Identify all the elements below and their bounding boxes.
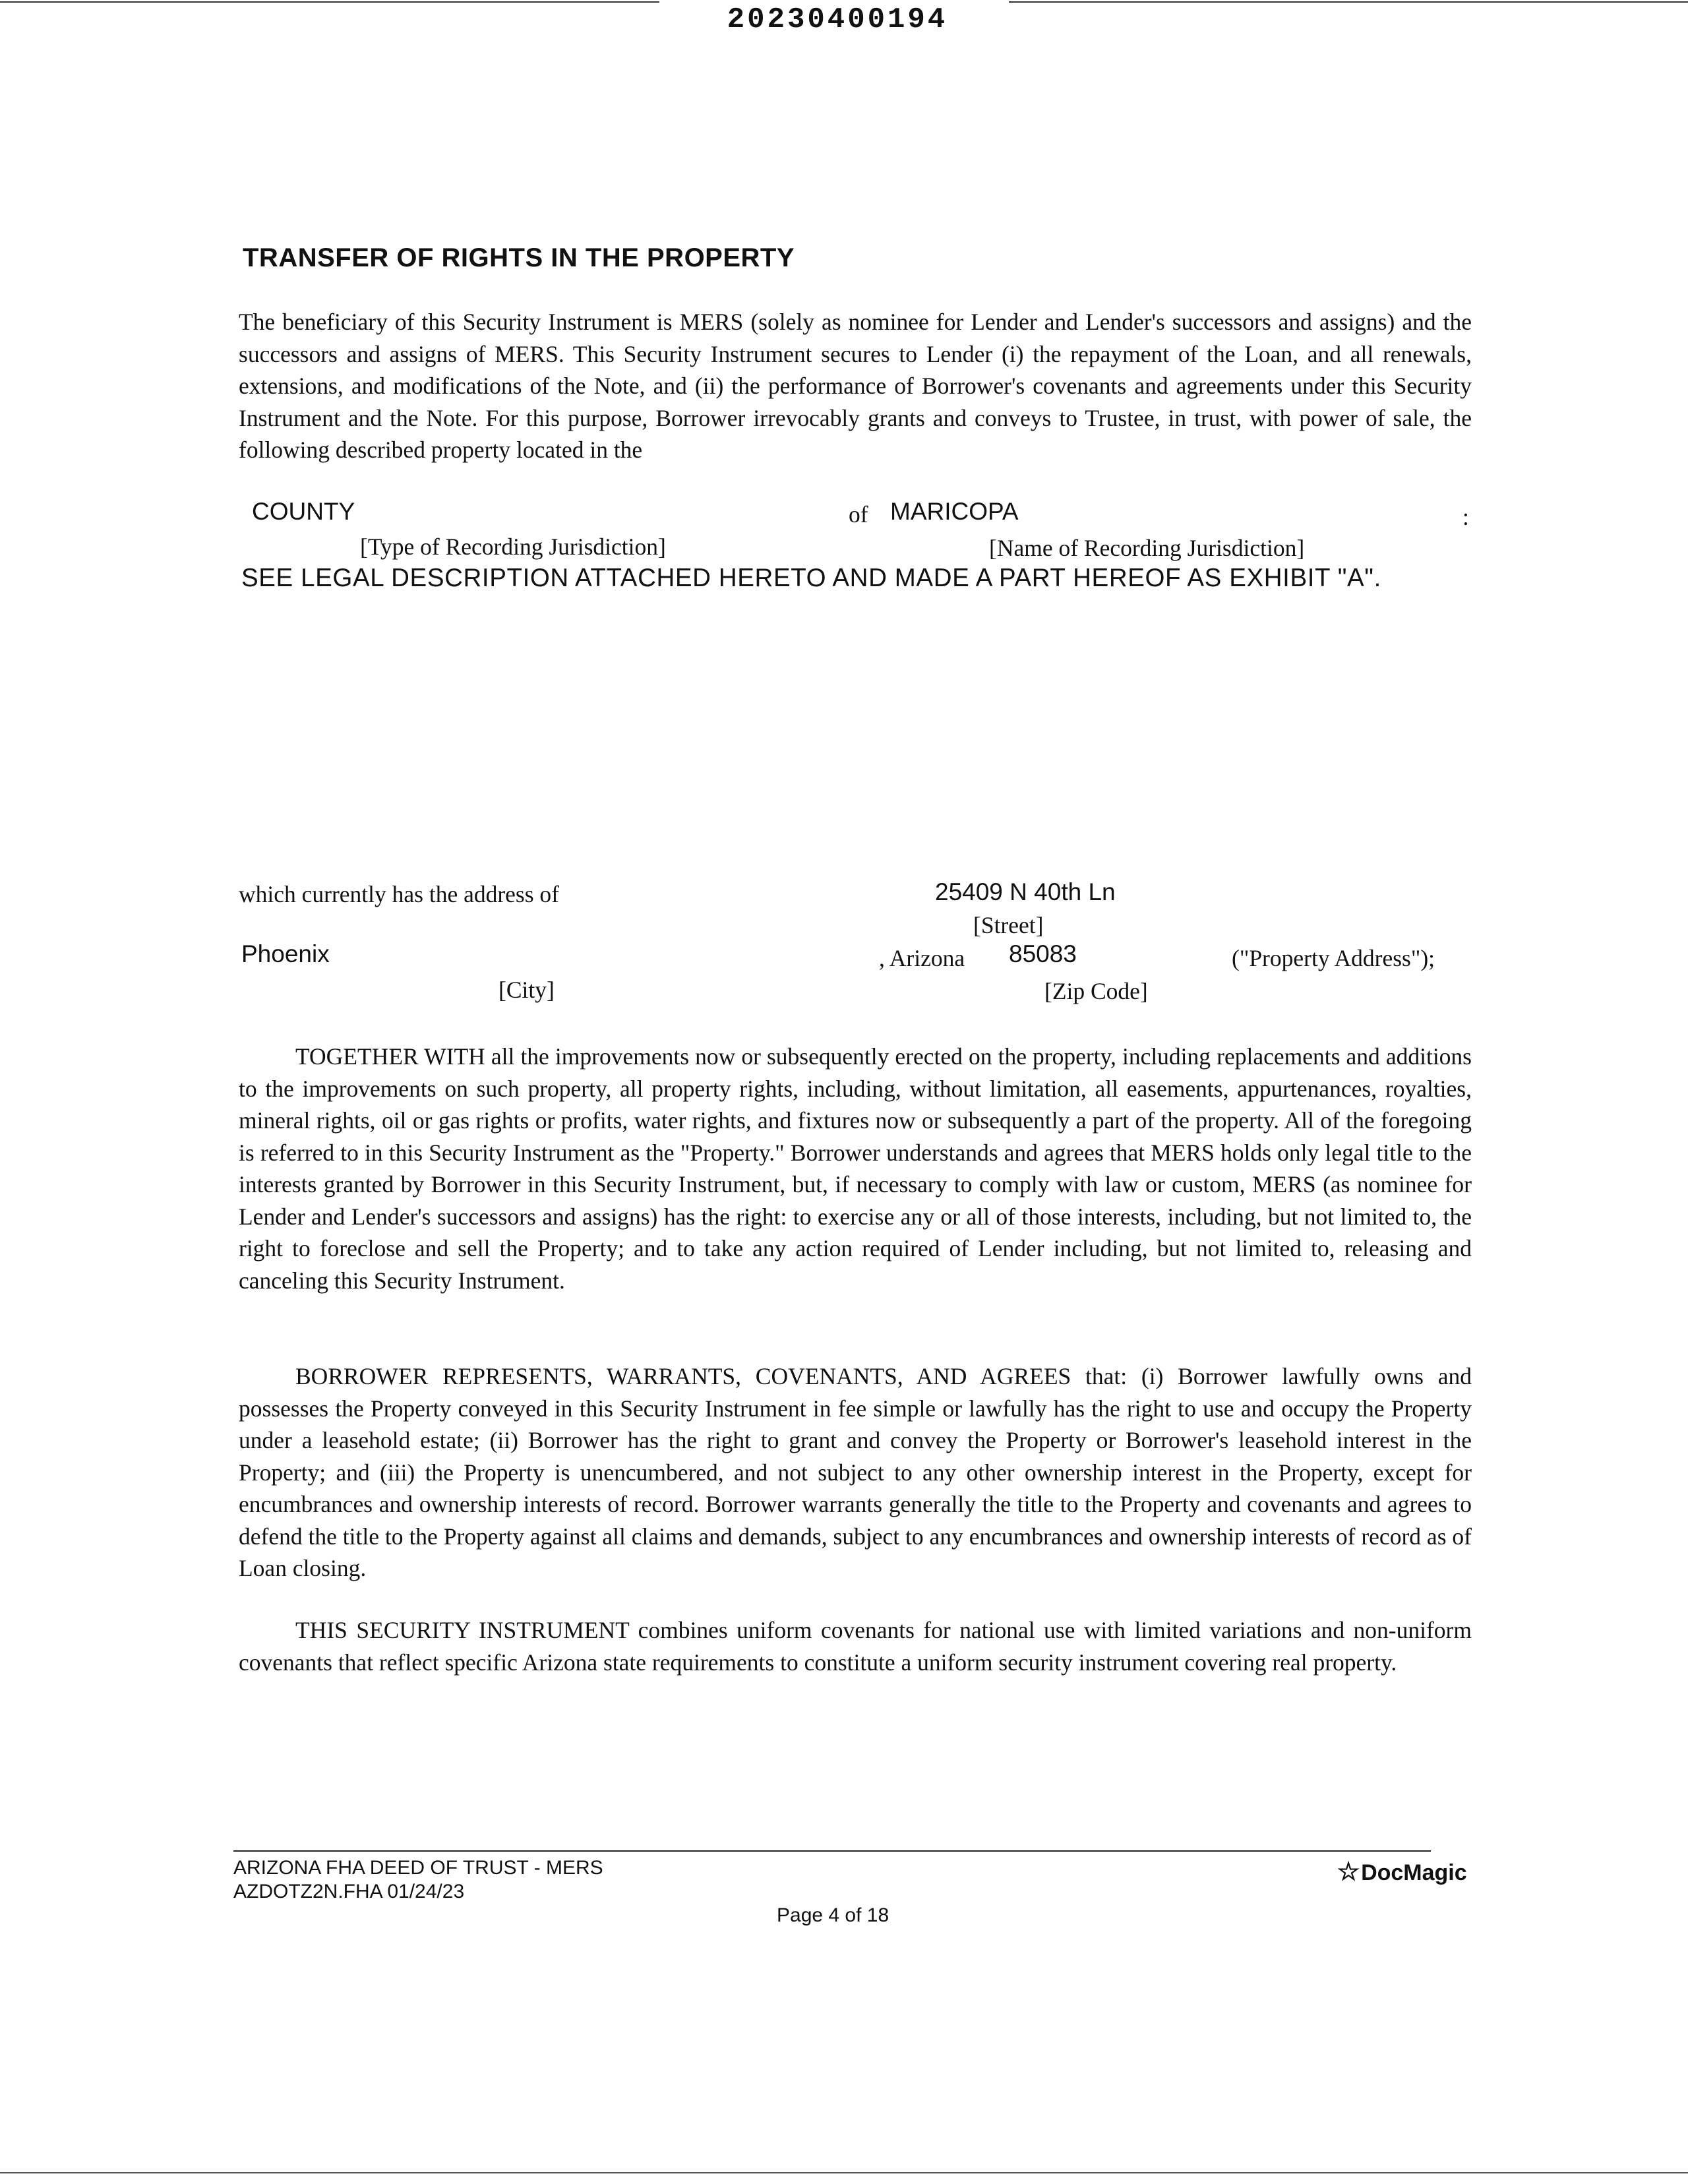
logo-text: DocMagic (1361, 1860, 1467, 1885)
security-instrument-paragraph: THIS SECURITY INSTRUMENT combines uniform covenants for national use with limited variations and non-uniform covenants that reflect specific Arizona state requirements to constitute a uniform security instrument covering real property. (239, 1617, 1472, 1676)
intro-paragraph: The beneficiary of this Security Instrument is MERS (solely as nominee for Lender and Lender's successors and assigns) and the successors and assigns of MERS. This Security Instrument secures to Lender (i) the repayment of the Loan, and all renewals, extensions, and modifications of the Note, and (ii) the performance of Borrower's covenants and agreements under this Security Instrument and the Note. For this purpose, Borrower irrevocably grants and conveys to Trustee, in trust, with power of sale, the following described property located in the (239, 309, 1472, 463)
section-title: TRANSFER OF RIGHTS IN THE PROPERTY (243, 243, 795, 272)
jurisdiction-of-label: of (849, 501, 868, 528)
top-border-right (1009, 1, 1688, 3)
street-value: 25409 N 40th Ln (935, 878, 1116, 905)
borrower-represents-paragraph: BORROWER REPRESENTS, WARRANTS, COVENANTS, AND AGREES that: (i) Borrower lawfully owns and possesses the Property conveyed in this Security Instrument in fee simple or lawfully has the right to use and occupy the Property under a leasehold estate; (ii) Borrower has the right to grant and convey the Property or Borrower's leasehold interest in the Property; and (iii) the Property is unencumbered, and not subject to any other ownership interest in the Property, except for encumbrances and ownership interests of record. Borrower warrants generally the title to the Property and covenants and agrees to defend the title to the Property against all claims and demands, subject to any encumbrances and ownership interests of record as of Loan closing. (239, 1363, 1472, 1581)
footer-form-title: ARIZONA FHA DEED OF TRUST - MERS (233, 1857, 603, 1879)
jurisdiction-type-caption: [Type of Recording Jurisdiction] (360, 533, 666, 560)
jurisdiction-colon: : (1462, 504, 1469, 530)
street-caption: [Street] (973, 912, 1044, 938)
address-intro: which currently has the address of (239, 881, 559, 907)
legal-description: SEE LEGAL DESCRIPTION ATTACHED HERETO AND MADE A PART HEREOF AS EXHIBIT "A". (241, 564, 1381, 592)
zip-caption: [Zip Code] (1044, 978, 1148, 1004)
docmagic-logo (1337, 1858, 1467, 1887)
property-address-label: ("Property Address"); (1232, 945, 1435, 971)
footer-form-code: AZDOTZ2N.FHA 01/24/23 (233, 1881, 465, 1902)
jurisdiction-name-value: MARICOPA (890, 498, 1019, 525)
zip-value: 85083 (1009, 940, 1077, 967)
star-icon: ☆ (1337, 1858, 1360, 1886)
city-value: Phoenix (241, 940, 330, 967)
state-label: , Arizona (879, 945, 965, 971)
footer-rule (233, 1850, 1431, 1852)
footer-page-label: Page 4 of 18 (777, 1904, 889, 1926)
document-number: 20230400194 (727, 3, 948, 36)
jurisdiction-name-caption: [Name of Recording Jurisdiction] (989, 535, 1305, 561)
together-with-paragraph: TOGETHER WITH all the improvements now or subsequently erected on the property, including replacements and additions to the improvements on such property, all property rights, including, without limitation, all easements, appurtenances, royalties, mineral rights, oil or gas rights or profits, water rights, and fixtures now or subsequently a part of the property. All of the foregoing is referred to in this Security Instrument as the "Property." Borrower understands and agrees that MERS holds only legal title to the interests granted by Borrower in this Security Instrument, but, if necessary to comply with law or custom, MERS (as nominee for Lender and Lender's successors and assigns) has the right: to exercise any or all of those interests, including, but not limited to, the right to foreclose and sell the Property; and to take any action required of Lender including, but not limited to, releasing and canceling this Security Instrument. (239, 1043, 1472, 1294)
bottom-border (0, 2172, 1688, 2173)
top-border-left (0, 1, 659, 3)
jurisdiction-type-value: COUNTY (252, 498, 355, 525)
city-caption: [City] (498, 977, 555, 1003)
